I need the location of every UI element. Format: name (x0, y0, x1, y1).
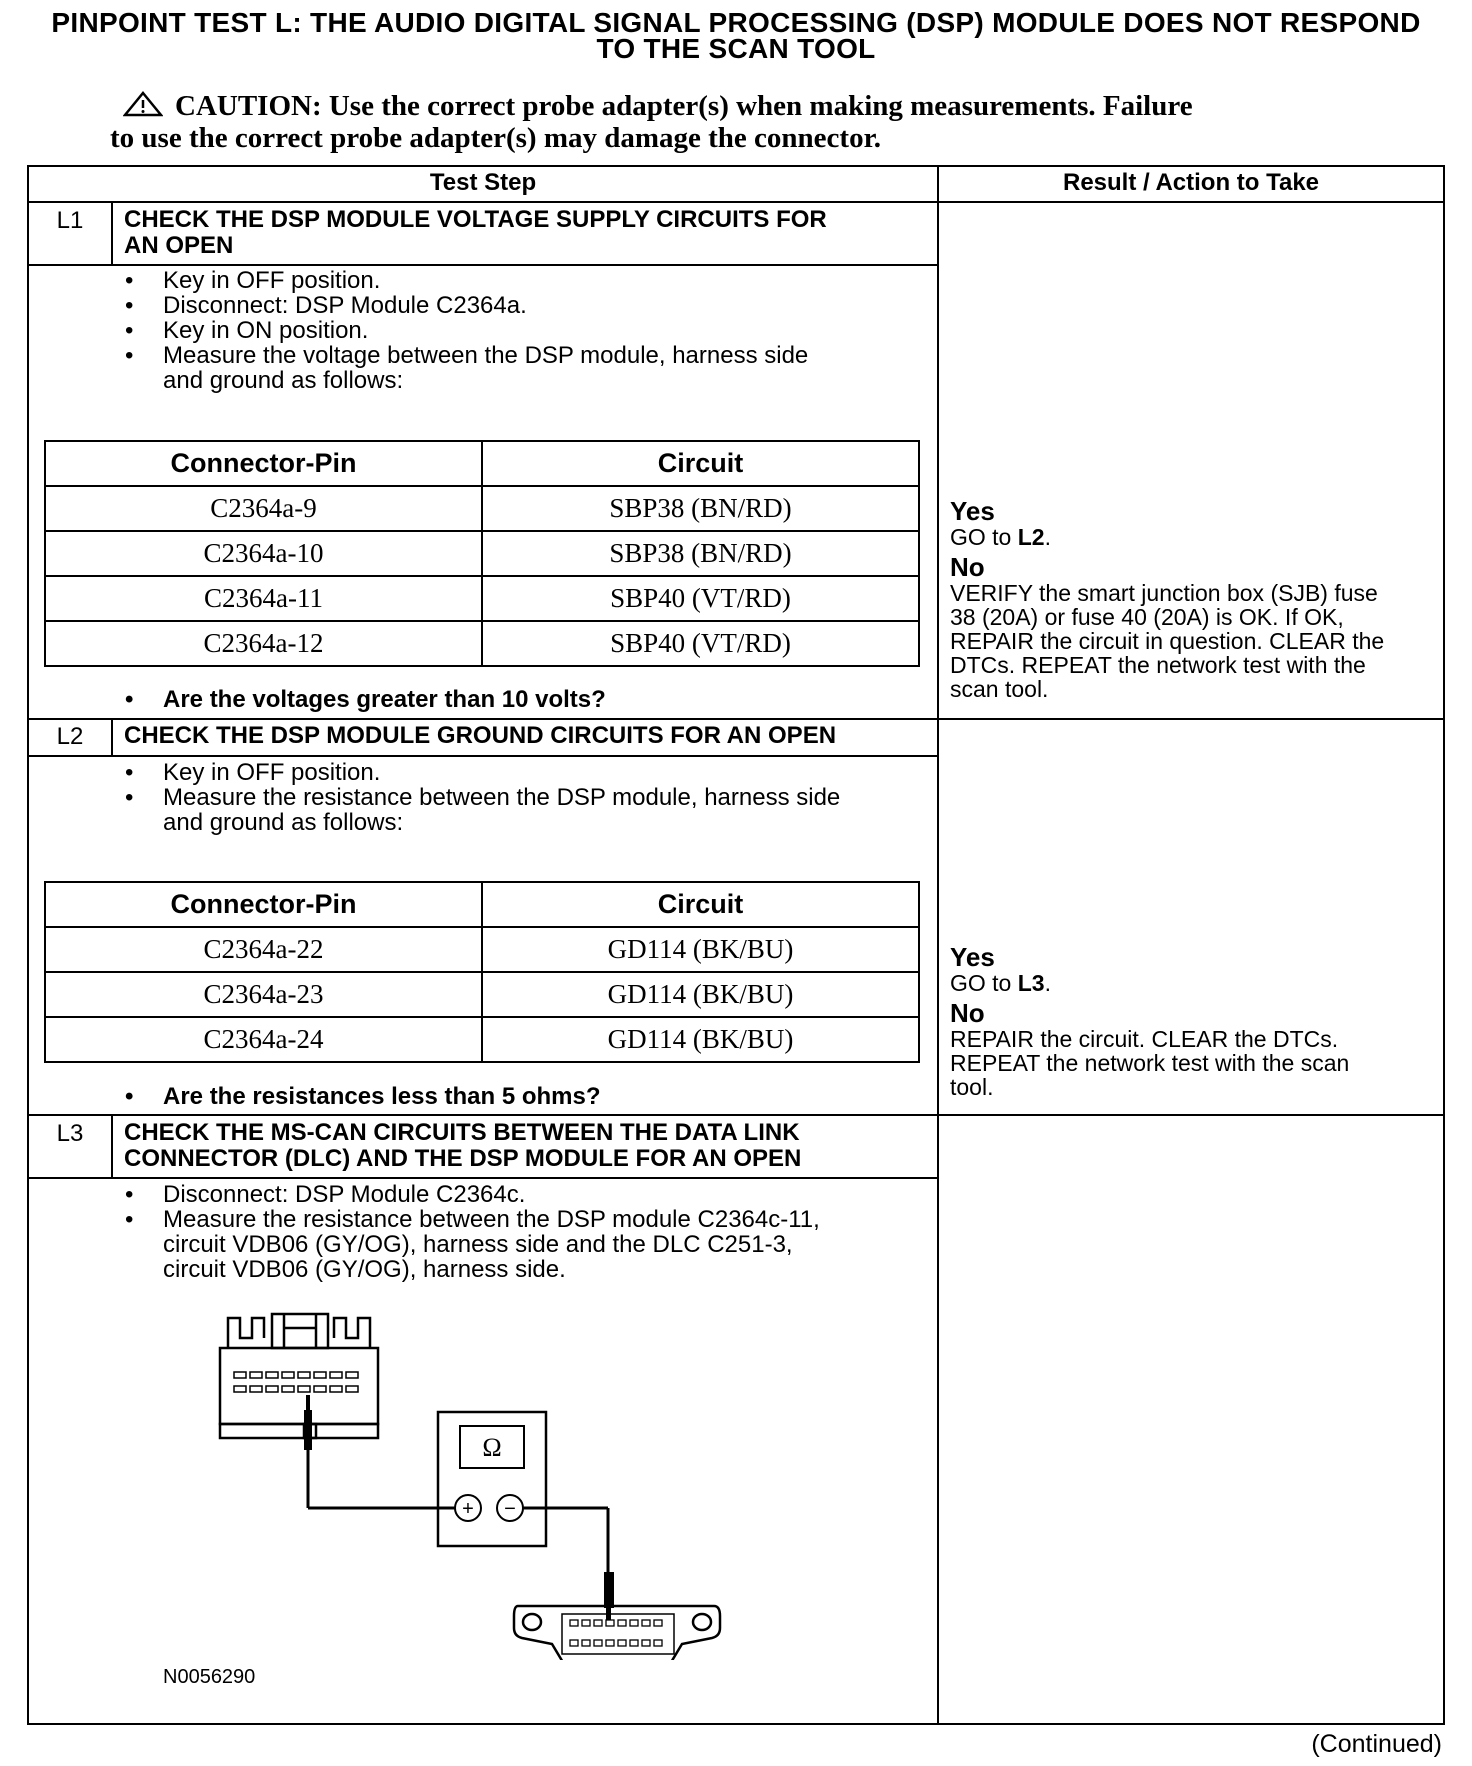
step-l3-actions (125, 1182, 820, 1282)
goto-step-link[interactable]: L3 (1017, 970, 1045, 996)
page-title (40, 7, 1432, 64)
table-header-row (45, 882, 919, 927)
list-item: • Measure the voltage between the DSP module, harness side and ground as follows: (125, 343, 808, 393)
list-item: • Measure the resistance between the DSP module C2364c-11, circuit VDB06 (GY/OG), harness side and the DLC C251-3, circuit VDB06 (GY/OG), harness side. (125, 1207, 820, 1282)
figure-id: N0056290 (163, 1666, 256, 1688)
step-l3-id: L3 (56, 1120, 84, 1147)
table-row: C2364a-23 GD114 (BK/BU) (45, 972, 919, 1017)
step-l2-actions (125, 760, 840, 835)
dlc-probe-icon (523, 1508, 614, 1620)
caution-line-2: to use the correct probe adapter(s) may damage the connector. (110, 122, 882, 154)
list-item: • Measure the resistance between the DSP module, harness side and ground as follows: (125, 785, 840, 835)
caution-note (110, 90, 1360, 154)
column-header: Connector-Pin (45, 441, 482, 486)
header-result: Result / Action to Take (1062, 169, 1320, 196)
list-item: • Disconnect: DSP Module C2364a. (125, 293, 808, 318)
step-l1-title: CHECK THE DSP MODULE VOLTAGE SUPPLY CIRCUITS FOR AN OPEN (124, 206, 827, 259)
step-l2-result: Yes GO to L3. No REPAIR the circuit. CLEAR the DTCs. REPEAT the network test with the scan tool. (950, 942, 1350, 1100)
header-divider (27, 201, 1445, 203)
yes-label: Yes (950, 942, 995, 972)
column-header: Circuit (482, 441, 919, 486)
column-header: Circuit (482, 882, 919, 927)
step-l3-title: CHECK THE MS-CAN CIRCUITS BETWEEN THE DATA LINK CONNECTOR (DLC) AND THE DSP MODULE FOR AN OPEN (124, 1119, 802, 1172)
header-test-step: Test Step (429, 169, 537, 196)
step-l1-pin-table (44, 440, 920, 667)
step-l1-actions (125, 268, 808, 393)
ohmmeter-icon (438, 1412, 546, 1546)
step-l1-id: L1 (56, 207, 84, 234)
continued-label: (Continued) (1311, 1730, 1442, 1758)
step-l2-pin-table (44, 881, 920, 1063)
column-divider (937, 165, 939, 1725)
list-item: • Key in OFF position. (125, 268, 808, 293)
yes-label: Yes (950, 496, 995, 526)
table-row: C2364a-11 SBP40 (VT/RD) (45, 576, 919, 621)
list-item: • Key in ON position. (125, 318, 808, 343)
measurement-diagram (200, 1300, 760, 1660)
table-row: C2364a-10 SBP38 (BN/RD) (45, 531, 919, 576)
table-row: C2364a-12 SBP40 (VT/RD) (45, 621, 919, 666)
goto-step-link[interactable]: L2 (1017, 524, 1045, 550)
table-row: C2364a-22 GD114 (BK/BU) (45, 927, 919, 972)
title-line-1: PINPOINT TEST L: THE AUDIO DIGITAL SIGNAL PROCESSING (DSP) MODULE DOES NOT RESPOND (51, 7, 1421, 38)
step-l2-question: • Are the resistances less than 5 ohms? (125, 1083, 601, 1111)
dlc-connector-icon (514, 1606, 720, 1660)
list-item: • Disconnect: DSP Module C2364c. (125, 1182, 820, 1207)
step-l2-title: CHECK THE DSP MODULE GROUND CIRCUITS FOR AN OPEN (124, 722, 837, 749)
no-label: No (950, 552, 985, 582)
step-l1-question: • Are the voltages greater than 10 volts? (125, 686, 606, 714)
meter-ohm-symbol: Ω (482, 1433, 502, 1462)
caution-line-1: CAUTION: Use the correct probe adapter(s) when making measurements. Failure (175, 90, 1193, 122)
meter-minus-terminal: − (504, 1498, 516, 1520)
step-l2-id: L2 (56, 723, 84, 750)
list-item: • Key in OFF position. (125, 760, 840, 785)
step-l3-divider (27, 1114, 1445, 1116)
table-row: C2364a-9 SBP38 (BN/RD) (45, 486, 919, 531)
table-row: C2364a-24 GD114 (BK/BU) (45, 1017, 919, 1062)
step-l1-result: Yes GO to L2. No VERIFY the smart junction box (SJB) fuse 38 (20A) or fuse 40 (20A) is OK. If OK, REPAIR the circuit in question. CLEAR the DTCs. REPEAT the network test with the scan tool. (950, 496, 1385, 702)
meter-plus-terminal: + (462, 1498, 474, 1520)
title-line-2: TO THE SCAN TOOL (596, 33, 876, 64)
dsp-connector-icon (220, 1314, 378, 1438)
table-header-row (45, 441, 919, 486)
step-l2-divider (27, 718, 1445, 720)
no-label: No (950, 998, 985, 1028)
warning-triangle-icon (123, 91, 163, 117)
column-header: Connector-Pin (45, 882, 482, 927)
